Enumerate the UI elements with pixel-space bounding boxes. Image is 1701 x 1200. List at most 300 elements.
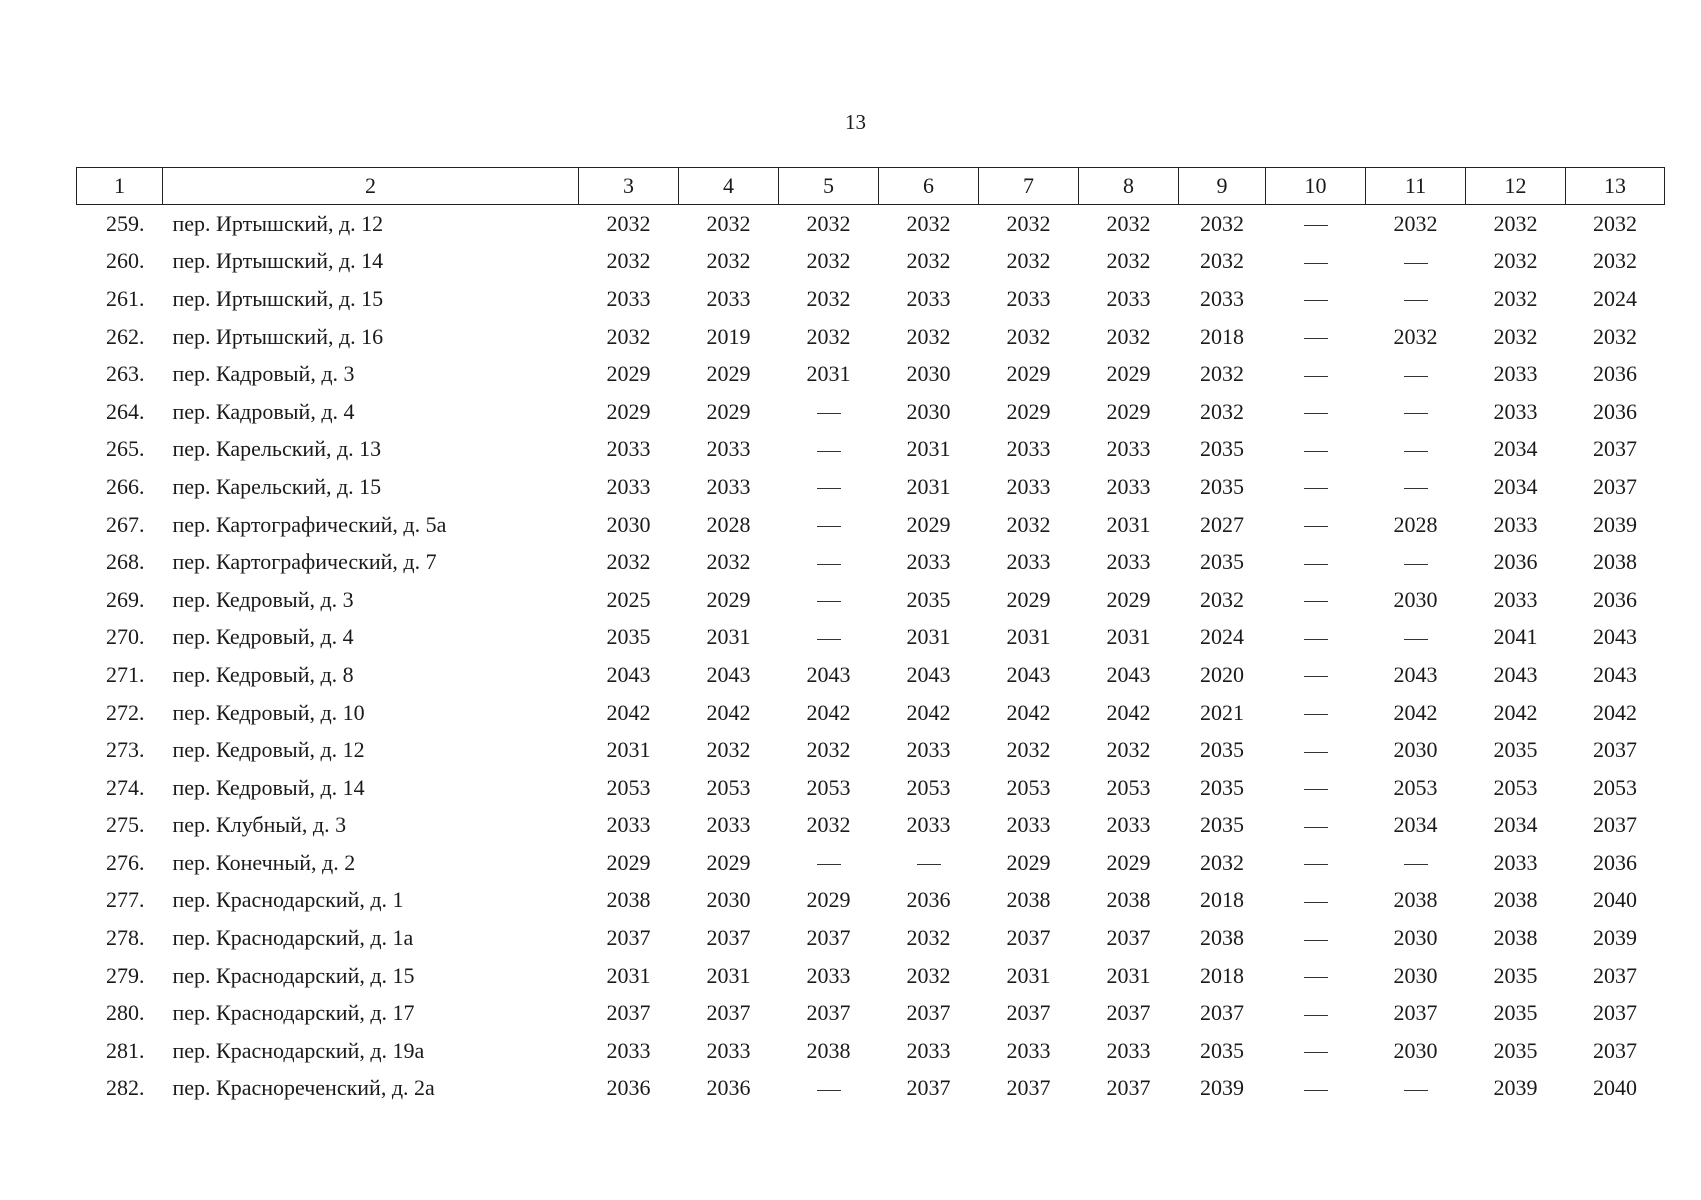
dash-mark [1304, 789, 1328, 790]
year-cell: 2031 [1106, 624, 1151, 650]
year-cell: 2030 [1393, 1037, 1438, 1063]
row-number: 264. [106, 398, 145, 424]
year-cell: 2029 [906, 511, 951, 537]
address-cell: пер. Кедровый, д. 4 [172, 624, 354, 650]
year-cell: 2042 [606, 699, 651, 725]
address-cell: пер. Кадровый, д. 4 [172, 398, 355, 424]
dash-mark [1304, 376, 1328, 377]
year-cell: 2041 [1493, 624, 1538, 650]
year-cell: 2038 [606, 887, 651, 913]
year-cell: 2037 [906, 1075, 951, 1101]
year-cell: 2037 [1106, 925, 1151, 951]
year-cell: 2032 [806, 210, 851, 236]
dash-mark [817, 639, 841, 640]
table-row [77, 1070, 1665, 1108]
year-cell: 2032 [606, 549, 651, 575]
year-cell: 2019 [706, 323, 751, 349]
empty-value-cell [779, 506, 879, 544]
address-cell: пер. Иртышский, д. 16 [172, 323, 384, 349]
row-number: 277. [106, 887, 145, 913]
row-number: 281. [106, 1037, 145, 1063]
address-cell: пер. Краснодарский, д. 17 [172, 1000, 415, 1026]
address-cell: пер. Краснодарский, д. 1 [172, 887, 404, 913]
dash-mark [1404, 1090, 1428, 1091]
row-number: 272. [106, 699, 145, 725]
year-cell: 2053 [706, 774, 751, 800]
year-cell: 2032 [1106, 210, 1151, 236]
table-row [77, 506, 1665, 544]
year-cell: 2032 [1593, 323, 1637, 349]
year-cell: 2025 [606, 586, 651, 612]
year-cell: 2038 [806, 1037, 851, 1063]
address-cell: пер. Кедровый, д. 12 [172, 737, 365, 763]
address-cell: пер. Кадровый, д. 3 [172, 361, 355, 387]
year-cell: 2030 [1393, 737, 1438, 763]
year-cell: 2032 [606, 210, 651, 236]
empty-value-cell [1366, 543, 1466, 581]
empty-value-cell [1366, 280, 1466, 318]
empty-value-cell [1266, 1070, 1366, 1108]
dash-mark [817, 601, 841, 602]
address-cell: пер. Клубный, д. 3 [172, 812, 347, 838]
address-cell: пер. Иртышский, д. 14 [172, 248, 384, 274]
year-cell: 2035 [1200, 436, 1244, 462]
year-cell: 2053 [1393, 774, 1438, 800]
year-cell: 2036 [1493, 549, 1538, 575]
year-cell: 2033 [1106, 285, 1151, 311]
dash-mark [1304, 225, 1328, 226]
year-cell: 2032 [906, 210, 951, 236]
empty-value-cell [1266, 205, 1366, 243]
year-cell: 2028 [706, 511, 751, 537]
empty-value-cell [779, 619, 879, 657]
year-cell: 2032 [1200, 849, 1244, 875]
year-cell: 2037 [1593, 1037, 1637, 1063]
year-cell: 2035 [1200, 812, 1244, 838]
row-number: 268. [106, 549, 145, 575]
address-cell: пер. Краснодарский, д. 1а [172, 925, 414, 951]
year-cell: 2033 [906, 549, 951, 575]
year-cell: 2036 [1593, 398, 1637, 424]
row-number: 269. [106, 586, 145, 612]
year-cell: 2034 [1493, 436, 1538, 462]
year-cell: 2034 [1493, 812, 1538, 838]
address-cell: пер. Картографический, д. 5а [172, 511, 447, 537]
row-number: 275. [106, 812, 145, 838]
year-cell: 2043 [1593, 624, 1637, 650]
address-cell: пер. Иртышский, д. 12 [172, 210, 384, 236]
year-cell: 2033 [906, 1037, 951, 1063]
year-cell: 2033 [706, 812, 751, 838]
empty-value-cell [779, 468, 879, 506]
address-cell: пер. Краснодарский, д. 19а [172, 1037, 425, 1063]
year-cell: 2036 [706, 1075, 751, 1101]
empty-value-cell [1266, 731, 1366, 769]
empty-value-cell [779, 844, 879, 882]
year-cell: 2039 [1593, 511, 1637, 537]
year-cell: 2033 [906, 812, 951, 838]
year-cell: 2033 [706, 436, 751, 462]
dash-mark [1404, 413, 1428, 414]
year-cell: 2032 [1393, 210, 1438, 236]
year-cell: 2037 [906, 1000, 951, 1026]
year-cell: 2033 [1006, 812, 1051, 838]
year-cell: 2018 [1200, 962, 1244, 988]
year-cell: 2032 [806, 737, 851, 763]
year-cell: 2037 [806, 1000, 851, 1026]
dash-mark [817, 413, 841, 414]
year-cell: 2032 [1200, 398, 1244, 424]
year-cell: 2033 [706, 285, 751, 311]
empty-value-cell [1266, 619, 1366, 657]
dash-mark [1304, 639, 1328, 640]
empty-value-cell [1266, 468, 1366, 506]
year-cell: 2030 [906, 398, 951, 424]
year-cell: 2029 [1006, 398, 1051, 424]
schedule-table [76, 167, 1665, 1107]
year-cell: 2037 [1393, 1000, 1438, 1026]
year-cell: 2037 [706, 1000, 751, 1026]
year-cell: 2032 [1006, 210, 1051, 236]
year-cell: 2042 [1593, 699, 1637, 725]
year-cell: 2033 [606, 436, 651, 462]
year-cell: 2024 [1593, 285, 1637, 311]
table-row [77, 619, 1665, 657]
empty-value-cell [879, 844, 979, 882]
year-cell: 2030 [606, 511, 651, 537]
table-row [77, 769, 1665, 807]
row-number: 267. [106, 511, 145, 537]
year-cell: 2032 [1393, 323, 1438, 349]
year-cell: 2036 [1593, 586, 1637, 612]
table-row [77, 807, 1665, 845]
column-header-3: 3 [579, 168, 679, 205]
year-cell: 2042 [906, 699, 951, 725]
dash-mark [1304, 263, 1328, 264]
address-cell: пер. Кедровый, д. 8 [172, 661, 354, 687]
year-cell: 2042 [1393, 699, 1438, 725]
row-number: 261. [106, 285, 145, 311]
year-cell: 2029 [706, 361, 751, 387]
year-cell: 2033 [1006, 436, 1051, 462]
empty-value-cell [1266, 807, 1366, 845]
dash-mark [1404, 263, 1428, 264]
year-cell: 2031 [1006, 624, 1051, 650]
year-cell: 2042 [1006, 699, 1051, 725]
column-header-12: 12 [1466, 168, 1566, 205]
address-cell: пер. Кедровый, д. 14 [172, 774, 365, 800]
address-cell: пер. Краснореченский, д. 2а [172, 1075, 435, 1101]
empty-value-cell [779, 393, 879, 431]
year-cell: 2033 [1493, 511, 1538, 537]
year-cell: 2033 [906, 285, 951, 311]
dash-mark [917, 864, 941, 865]
dash-mark [1404, 488, 1428, 489]
empty-value-cell [779, 581, 879, 619]
year-cell: 2038 [1200, 925, 1244, 951]
year-cell: 2033 [1006, 285, 1051, 311]
year-cell: 2033 [1006, 473, 1051, 499]
address-cell: пер. Конечный, д. 2 [172, 849, 356, 875]
year-cell: 2033 [1106, 473, 1151, 499]
dash-mark [1404, 376, 1428, 377]
year-cell: 2032 [906, 323, 951, 349]
year-cell: 2038 [1493, 925, 1538, 951]
dash-mark [1304, 488, 1328, 489]
year-cell: 2038 [1106, 887, 1151, 913]
year-cell: 2035 [1200, 473, 1244, 499]
empty-value-cell [779, 543, 879, 581]
year-cell: 2028 [1393, 511, 1438, 537]
year-cell: 2033 [606, 1037, 651, 1063]
year-cell: 2032 [706, 549, 751, 575]
table-row [77, 581, 1665, 619]
dash-mark [1304, 714, 1328, 715]
column-header-8: 8 [1079, 168, 1179, 205]
empty-value-cell [1266, 957, 1366, 995]
table-row [77, 393, 1665, 431]
year-cell: 2037 [606, 1000, 651, 1026]
year-cell: 2029 [706, 398, 751, 424]
empty-value-cell [1266, 355, 1366, 393]
dash-mark [1304, 451, 1328, 452]
table-row [77, 994, 1665, 1032]
year-cell: 2031 [706, 624, 751, 650]
table-body [77, 205, 1665, 1108]
dash-mark [1304, 564, 1328, 565]
year-cell: 2036 [1593, 361, 1637, 387]
dash-mark [1304, 752, 1328, 753]
row-number: 279. [106, 962, 145, 988]
empty-value-cell [1266, 543, 1366, 581]
year-cell: 2027 [1200, 511, 1244, 537]
year-cell: 2043 [706, 661, 751, 687]
table-row [77, 1032, 1665, 1070]
year-cell: 2035 [1493, 1037, 1538, 1063]
year-cell: 2035 [606, 624, 651, 650]
year-cell: 2037 [1006, 925, 1051, 951]
table-row [77, 656, 1665, 694]
year-cell: 2043 [1593, 661, 1637, 687]
year-cell: 2053 [806, 774, 851, 800]
year-cell: 2032 [706, 248, 751, 274]
year-cell: 2032 [1493, 210, 1538, 236]
dash-mark [1304, 601, 1328, 602]
year-cell: 2031 [1106, 962, 1151, 988]
table-row [77, 957, 1665, 995]
dash-mark [817, 864, 841, 865]
year-cell: 2043 [1393, 661, 1438, 687]
year-cell: 2032 [1593, 248, 1637, 274]
row-number: 274. [106, 774, 145, 800]
year-cell: 2053 [906, 774, 951, 800]
table-row [77, 318, 1665, 356]
year-cell: 2053 [1006, 774, 1051, 800]
year-cell: 2038 [1393, 887, 1438, 913]
table-row [77, 919, 1665, 957]
empty-value-cell [1366, 243, 1466, 281]
column-header-1: 1 [77, 168, 163, 205]
empty-value-cell [1366, 355, 1466, 393]
year-cell: 2031 [606, 737, 651, 763]
year-cell: 2039 [1200, 1075, 1244, 1101]
year-cell: 2020 [1200, 661, 1244, 687]
year-cell: 2033 [806, 962, 851, 988]
table-row [77, 543, 1665, 581]
year-cell: 2032 [1493, 285, 1538, 311]
table-row [77, 280, 1665, 318]
year-cell: 2042 [1493, 699, 1538, 725]
year-cell: 2036 [1593, 849, 1637, 875]
address-cell: пер. Краснодарский, д. 15 [172, 962, 415, 988]
column-header-11: 11 [1366, 168, 1466, 205]
year-cell: 2035 [1200, 737, 1244, 763]
year-cell: 2033 [906, 737, 951, 763]
year-cell: 2033 [1106, 436, 1151, 462]
year-cell: 2036 [606, 1075, 651, 1101]
year-cell: 2037 [1106, 1075, 1151, 1101]
year-cell: 2033 [606, 285, 651, 311]
year-cell: 2032 [1493, 248, 1538, 274]
year-cell: 2037 [1006, 1075, 1051, 1101]
year-cell: 2037 [1593, 473, 1637, 499]
column-header-2: 2 [163, 168, 579, 205]
year-cell: 2032 [1006, 248, 1051, 274]
table-row [77, 882, 1665, 920]
year-cell: 2042 [806, 699, 851, 725]
year-cell: 2031 [806, 361, 851, 387]
year-cell: 2033 [706, 473, 751, 499]
address-cell: пер. Кедровый, д. 10 [172, 699, 365, 725]
column-header-5: 5 [779, 168, 879, 205]
dash-mark [817, 526, 841, 527]
empty-value-cell [1266, 280, 1366, 318]
column-header-6: 6 [879, 168, 979, 205]
empty-value-cell [1266, 243, 1366, 281]
year-cell: 2030 [906, 361, 951, 387]
year-cell: 2033 [1493, 398, 1538, 424]
year-cell: 2035 [1493, 737, 1538, 763]
year-cell: 2029 [606, 361, 651, 387]
year-cell: 2032 [1006, 737, 1051, 763]
dash-mark [1304, 1052, 1328, 1053]
year-cell: 2043 [1106, 661, 1151, 687]
dash-mark [1404, 564, 1428, 565]
year-cell: 2042 [1106, 699, 1151, 725]
address-cell: пер. Карельский, д. 15 [172, 473, 382, 499]
column-header-13: 13 [1566, 168, 1665, 205]
year-cell: 2029 [1006, 849, 1051, 875]
year-cell: 2029 [706, 586, 751, 612]
year-cell: 2038 [1006, 887, 1051, 913]
dash-mark [1304, 827, 1328, 828]
empty-value-cell [1266, 318, 1366, 356]
empty-value-cell [1366, 431, 1466, 469]
row-number: 273. [106, 737, 145, 763]
year-cell: 2029 [1106, 398, 1151, 424]
empty-value-cell [1366, 468, 1466, 506]
year-cell: 2029 [606, 398, 651, 424]
year-cell: 2029 [706, 849, 751, 875]
year-cell: 2030 [706, 887, 751, 913]
year-cell: 2029 [606, 849, 651, 875]
year-cell: 2035 [906, 586, 951, 612]
year-cell: 2030 [1393, 962, 1438, 988]
dash-mark [1304, 1090, 1328, 1091]
year-cell: 2032 [606, 323, 651, 349]
year-cell: 2033 [1106, 549, 1151, 575]
year-cell: 2037 [1593, 1000, 1637, 1026]
year-cell: 2032 [906, 248, 951, 274]
year-cell: 2037 [1593, 737, 1637, 763]
year-cell: 2037 [1593, 812, 1637, 838]
empty-value-cell [779, 431, 879, 469]
year-cell: 2024 [1200, 624, 1244, 650]
column-header-10: 10 [1266, 168, 1366, 205]
year-cell: 2033 [1006, 1037, 1051, 1063]
year-cell: 2029 [1006, 361, 1051, 387]
year-cell: 2042 [706, 699, 751, 725]
empty-value-cell [1266, 882, 1366, 920]
row-number: 265. [106, 436, 145, 462]
year-cell: 2039 [1493, 1075, 1538, 1101]
year-cell: 2029 [1106, 849, 1151, 875]
empty-value-cell [1366, 844, 1466, 882]
empty-value-cell [1266, 656, 1366, 694]
year-cell: 2030 [1393, 925, 1438, 951]
year-cell: 2037 [806, 925, 851, 951]
table-row [77, 431, 1665, 469]
empty-value-cell [1266, 844, 1366, 882]
empty-value-cell [1266, 393, 1366, 431]
empty-value-cell [1266, 694, 1366, 732]
year-cell: 2043 [906, 661, 951, 687]
year-cell: 2031 [1006, 962, 1051, 988]
page-number-text: 13 [845, 110, 866, 134]
year-cell: 2035 [1200, 1037, 1244, 1063]
year-cell: 2032 [1493, 323, 1538, 349]
year-cell: 2032 [906, 962, 951, 988]
year-cell: 2043 [606, 661, 651, 687]
year-cell: 2032 [806, 248, 851, 274]
year-cell: 2035 [1493, 1000, 1538, 1026]
column-header-7: 7 [979, 168, 1079, 205]
year-cell: 2033 [1106, 1037, 1151, 1063]
row-number: 280. [106, 1000, 145, 1026]
dash-mark [1404, 864, 1428, 865]
address-cell: пер. Карельский, д. 13 [172, 436, 382, 462]
year-cell: 2032 [1106, 248, 1151, 274]
table-row [77, 243, 1665, 281]
dash-mark [1304, 902, 1328, 903]
year-cell: 2033 [606, 812, 651, 838]
year-cell: 2029 [1006, 586, 1051, 612]
year-cell: 2033 [1106, 812, 1151, 838]
year-cell: 2053 [1593, 774, 1637, 800]
year-cell: 2032 [1200, 361, 1244, 387]
empty-value-cell [1366, 393, 1466, 431]
row-number: 271. [106, 661, 145, 687]
dash-mark [1404, 451, 1428, 452]
year-cell: 2037 [706, 925, 751, 951]
dash-mark [1304, 864, 1328, 865]
empty-value-cell [1266, 769, 1366, 807]
year-cell: 2032 [806, 323, 851, 349]
table-row [77, 844, 1665, 882]
year-cell: 2018 [1200, 887, 1244, 913]
year-cell: 2033 [606, 473, 651, 499]
row-number: 260. [106, 248, 145, 274]
